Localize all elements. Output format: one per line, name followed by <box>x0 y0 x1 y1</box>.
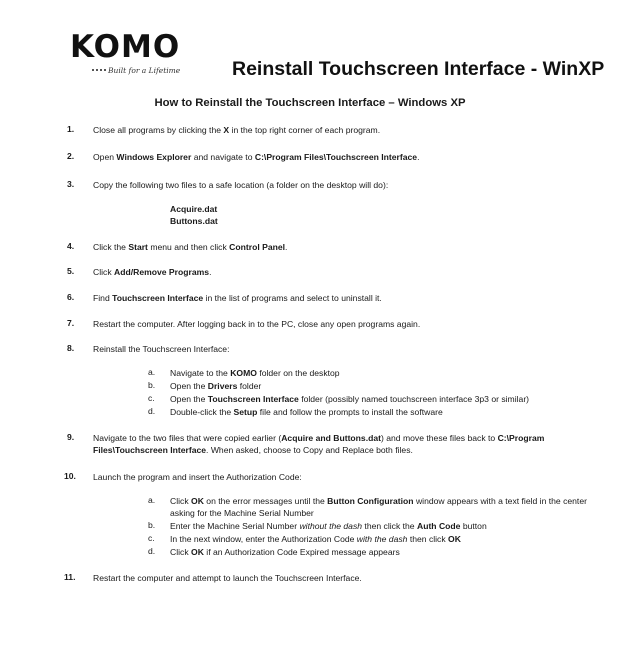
text-run: KOMO <box>230 368 257 378</box>
step-text: Click the Start menu and then click Control Panel. <box>93 242 288 252</box>
sub-step-letter: a. <box>148 367 156 377</box>
text-run: OK <box>191 547 204 557</box>
text-run: OK <box>191 496 204 506</box>
text-run: Touchscreen Interface <box>207 394 299 404</box>
step-number: 2. <box>67 151 75 161</box>
sub-step-text: Enter the Machine Serial Number without the dash then click the Auth Code button <box>170 521 487 531</box>
text-run: Touchscreen Interface <box>112 293 204 303</box>
text-run: with the dash <box>356 534 408 544</box>
text-run: Start <box>128 242 148 252</box>
logo-tagline: Built for a Lifetime <box>108 66 181 75</box>
sub-step-text: Navigate to the KOMO folder on the desktop <box>170 368 340 378</box>
text-run: C:\Program Files\Touchscreen Interface <box>254 152 418 162</box>
step-text: Close all programs by clicking the X in the top right corner of each program. <box>93 125 381 135</box>
sub-step-text: In the next window, enter the Authorization Code with the dash then click OK <box>170 534 461 544</box>
sub-step-text: Open the Drivers folder <box>170 381 262 391</box>
file-name: Acquire.dat <box>170 204 218 214</box>
sub-step-letter: c. <box>148 533 155 543</box>
sub-step-letter: a. <box>148 495 156 505</box>
sub-step-letter: b. <box>148 380 156 390</box>
step-number: 6. <box>67 292 75 302</box>
step-text: Restart the computer and attempt to launch the Touchscreen Interface. <box>93 573 362 583</box>
step-number: 9. <box>67 432 75 442</box>
sub-step-letter: d. <box>148 546 156 556</box>
sub-step-text: Click OK on the error messages until the Button Configuration window appears with a text field in the center asking for the Machine Serial Number <box>170 496 587 518</box>
text-run: without the dash <box>299 521 363 531</box>
text-run: Add/Remove Programs <box>114 267 210 277</box>
step-number: 1. <box>67 124 75 134</box>
step-text: Find Touchscreen Interface in the list of programs and select to uninstall it. <box>93 293 382 303</box>
step-number: 10. <box>64 471 76 481</box>
sub-step-letter: d. <box>148 406 156 416</box>
step-number: 8. <box>67 343 75 353</box>
step-number: 5. <box>67 266 75 276</box>
file-name: Buttons.dat <box>170 216 218 226</box>
text-run: Button Configuration <box>327 496 414 506</box>
text-run: Drivers <box>207 381 238 391</box>
document-title: Reinstall Touchscreen Interface - WinXP <box>232 58 605 80</box>
logo-dots <box>92 69 106 73</box>
text-run: Acquire and Buttons.dat <box>281 433 381 443</box>
sub-step-text: Double-click the Setup file and follow the prompts to install the software <box>170 407 443 417</box>
text-run: C:\Program Files\Touchscreen Interface <box>93 433 545 455</box>
step-number: 3. <box>67 179 75 189</box>
step-text: Open Windows Explorer and navigate to C:\Program Files\Touchscreen Interface. <box>93 152 420 162</box>
step-text: Restart the computer. After logging back in to the PC, close any open programs again. <box>93 319 421 329</box>
logo-wordmark: KOMO <box>70 29 181 65</box>
text-run: Control Panel <box>229 242 286 252</box>
step-text: Launch the program and insert the Authorization Code: <box>93 472 302 482</box>
section-heading: How to Reinstall the Touchscreen Interface – Windows XP <box>154 97 466 109</box>
text-run: Windows Explorer <box>116 152 192 162</box>
text-run: OK <box>448 534 461 544</box>
step-number: 11. <box>64 572 76 582</box>
text-run: X <box>223 125 230 135</box>
step-text: Copy the following two files to a safe location (a folder on the desktop will do): <box>93 180 389 190</box>
sub-step-letter: b. <box>148 520 156 530</box>
step-text: Click Add/Remove Programs. <box>93 267 212 277</box>
komo-logo <box>70 28 190 76</box>
sub-step-letter: c. <box>148 393 155 403</box>
step-number: 7. <box>67 318 75 328</box>
text-run: Setup <box>233 407 258 417</box>
step-number: 4. <box>67 241 75 251</box>
sub-step-text: Open the Touchscreen Interface folder (possibly named touchscreen interface 3p3 or similar) <box>170 394 530 404</box>
text-run: Auth Code <box>416 521 461 531</box>
sub-step-text: Click OK if an Authorization Code Expired message appears <box>170 547 400 557</box>
step-text: Navigate to the two files that were copied earlier (Acquire and Buttons.dat) and move these files back to C:\Program Files\Touchscreen Interface. When asked, choose to Copy and Replace both files. <box>93 433 545 455</box>
step-text: Reinstall the Touchscreen Interface: <box>93 344 230 354</box>
